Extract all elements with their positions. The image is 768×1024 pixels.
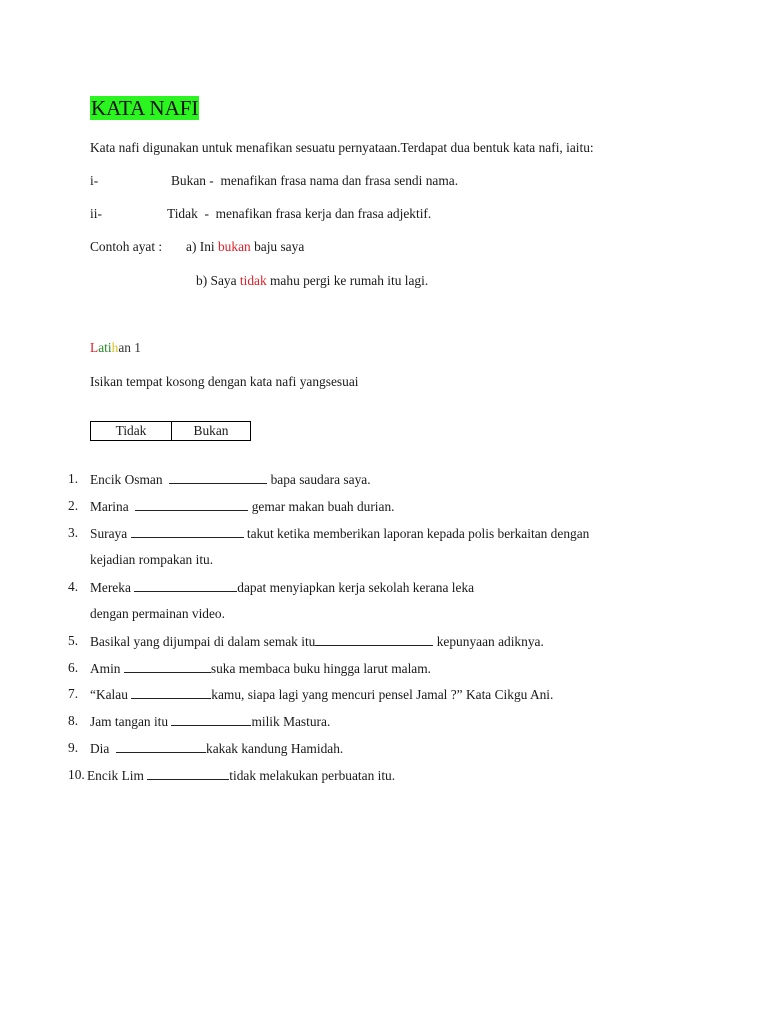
answer-blank[interactable] (116, 740, 206, 753)
question-after: tidak melakukan perbuatan itu. (229, 768, 396, 783)
question-before: Suraya (90, 526, 131, 541)
form-text-tidak: Tidak - menafikan frasa kerja dan frasa adjektif. (167, 206, 432, 221)
question-4 (90, 579, 474, 596)
question-after: suka membaca buku hingga larut malam. (210, 661, 431, 676)
answer-blank[interactable] (135, 498, 248, 511)
example-a-highlight: bukan (217, 239, 251, 254)
question-2 (90, 498, 395, 515)
heading-letter: t (104, 340, 108, 355)
example-b (196, 273, 428, 289)
question-after: dapat menyiapkan kerja sekolah kerana leka (237, 580, 475, 595)
question-after: kakak kandung Hamidah. (206, 741, 344, 756)
question-number: 3. (68, 525, 79, 540)
exercise-heading (90, 340, 141, 356)
question-8 (90, 713, 330, 730)
example-b-suffix: mahu pergi ke rumah itu lagi. (266, 273, 429, 288)
question-number: 5. (68, 633, 79, 648)
example-label: Contoh ayat : (90, 239, 163, 254)
example-b-highlight: tidak (239, 273, 267, 288)
question-before: “Kalau (90, 687, 132, 702)
question-after: bapa saudara saya. (267, 472, 371, 487)
answer-blank[interactable] (134, 579, 237, 592)
intro-text: Kata nafi digunakan untuk menafikan sesuatu pernyataan.Terdapat dua bentuk kata nafi, iaitu: (90, 140, 594, 155)
question-number: 1. (68, 471, 79, 486)
heading-letter: h (111, 340, 119, 355)
word-choice-box (90, 421, 251, 441)
question-after: kamu, siapa lagi yang mencuri pensel Jamal ?” Kata Cikgu Ani. (211, 687, 554, 702)
question-number: 7. (68, 686, 79, 701)
question-before: Jam tangan itu (90, 714, 172, 729)
example-b-prefix: b) Saya (196, 273, 240, 288)
question-before: Encik Osman (90, 472, 170, 487)
question-before: Marina (90, 499, 136, 514)
question-3 (90, 525, 589, 542)
answer-blank[interactable] (315, 633, 433, 646)
question-after: kepunyaan adiknya. (433, 634, 544, 649)
question-before: Basikal yang dijumpai di dalam semak itu (90, 634, 316, 649)
question-number: 8. (68, 713, 79, 728)
heading-letter: an 1 (118, 340, 141, 355)
example-a (186, 239, 304, 255)
question-number: 9. (68, 740, 79, 755)
question-6 (90, 660, 431, 677)
word-choice-tidak: Tidak (91, 422, 172, 441)
question-7 (90, 686, 553, 703)
answer-blank[interactable] (171, 713, 251, 726)
question-4-continuation: dengan permainan video. (90, 606, 225, 621)
page-title: KATA NAFI (91, 96, 199, 120)
question-1 (90, 471, 371, 488)
question-number: 6. (68, 660, 79, 675)
form-label-i: i- (90, 173, 99, 188)
example-a-suffix: baju saya (250, 239, 305, 254)
answer-blank[interactable] (124, 660, 211, 673)
heading-letter: i (107, 340, 112, 355)
example-a-prefix: a) Ini (186, 239, 218, 254)
answer-blank[interactable] (169, 471, 267, 484)
answer-blank[interactable] (131, 686, 211, 699)
question-after: milik Mastura. (251, 714, 331, 729)
question-before: Dia (90, 741, 117, 756)
word-choice-bukan: Bukan (172, 422, 251, 441)
question-before: Amin (90, 661, 124, 676)
answer-blank[interactable] (147, 767, 229, 780)
question-10 (87, 767, 395, 784)
question-5 (90, 633, 544, 650)
question-9 (90, 740, 343, 757)
question-number: 10. (68, 767, 85, 782)
form-text-bukan: Bukan - menafikan frasa nama dan frasa sendi nama. (171, 173, 459, 188)
question-number: 4. (68, 579, 79, 594)
question-3-continuation: kejadian rompakan itu. (90, 552, 214, 567)
heading-letter: a (98, 340, 105, 355)
question-before: Encik Lim (87, 768, 148, 783)
exercise-instruction: Isikan tempat kosong dengan kata nafi yangsesuai (90, 374, 359, 389)
heading-letter: L (90, 340, 99, 355)
question-after: gemar makan buah durian. (248, 499, 395, 514)
answer-blank[interactable] (131, 525, 244, 538)
question-number: 2. (68, 498, 79, 513)
question-after: takut ketika memberikan laporan kepada polis berkaitan dengan (243, 526, 590, 541)
form-label-ii: ii- (90, 206, 102, 221)
question-before: Mereka (90, 580, 135, 595)
